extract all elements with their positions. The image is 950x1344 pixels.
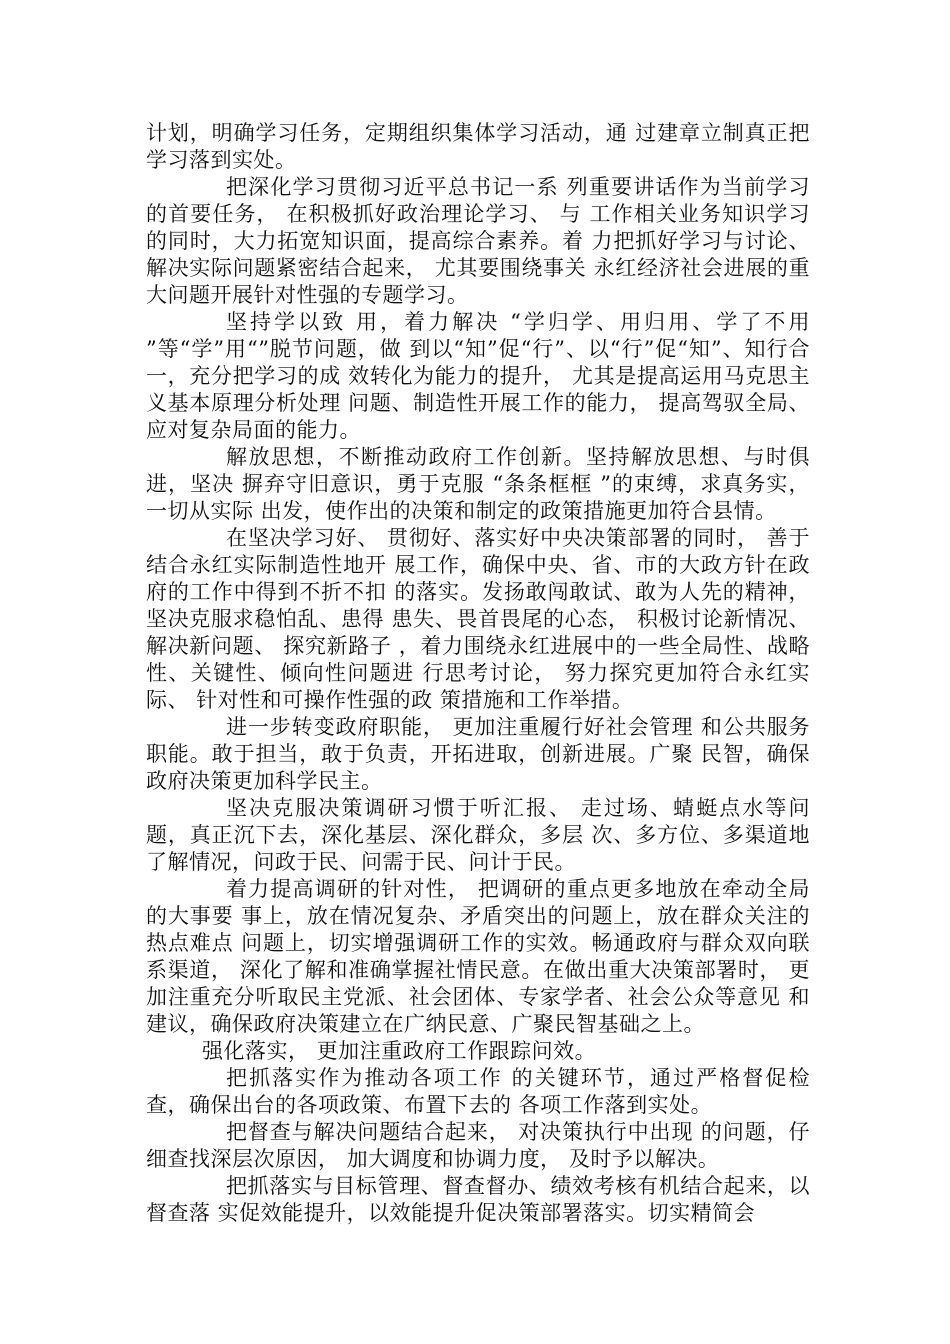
paragraph-target-management: 把抓落实与目标管理、督查督办、绩效考核有机结合起来，以督查落 实促效能提升，以效能提升促决策部署落实。切实精简会 <box>146 1174 810 1225</box>
paragraph-key-link: 把抓落实作为推动各项工作 的关键环节，通过严格督促检查，确保出台的各项政策、布置下去的 各项工作落到实处。 <box>146 1066 810 1117</box>
paragraph-supervision: 把督查与解决问题结合起来， 对决策执行中出现 的问题，仔细查找深层次原因， 加大调度和协调力度， 及时予以解决。 <box>146 1120 810 1171</box>
document-body <box>146 120 810 1227</box>
paragraph-continuation: 计划，明确学习任务，定期组织集体学习活动，通 过建章立制真正把学习落到实处。 <box>146 121 810 172</box>
paragraph-emancipate-mind: 解放思想，不断推动政府工作创新。坚持解放思想、与时俱进，坚决 摒弃守旧意识，勇于克服 “条条框框 ”的束缚，求真务实，一切从实际 出发，使作出的决策和制定的政策措施更加符合县情。 <box>146 445 810 523</box>
paragraph-transform-functions: 进一步转变政府职能， 更加注重履行好社会管理 和公共服务职能。敢于担当，敢于负责，开拓进取，创新进展。广聚 民智，确保政府决策更加科学民主。 <box>146 715 810 793</box>
paragraph-study-priority: 把深化学习贯彻习近平总书记一系 列重要讲话作为当前学习的首要任务， 在积极抓好政治理论学习、 与 工作相关业务知识学习的同时，大力拓宽知识面，提高综合素养。着 力把抓好学习与讨论、 解决实际问题紧密结合起来， 尤其要围绕事关 永红经济社会进展的重大问题开展针对性强的专题学习。 <box>146 175 810 307</box>
paragraph-research-style: 坚决克服决策调研习惯于听汇报、 走过场、蜻蜓点水等问题，真正沉下去，深化基层、深化群众，多层 次、多方位、多渠道地了解情况，问政于民、问需于民、问计于民。 <box>146 796 810 874</box>
paragraph-strengthen-implementation: 强化落实， 更加注重政府工作跟踪问效。 <box>202 1039 597 1063</box>
paragraph-research-focus: 着力提高调研的针对性， 把调研的重点更多地放在牵动全局的大事要 事上，放在情况复杂、矛盾突出的问题上，放在群众关注的热点难点 问题上，切实增强调研工作的实效。畅通政府与群众双向联系渠道， 深化了解和准确掌握社情民意。在做出重大决策部署时， 更加注重充分听取民主党派、社会团体、专家学者、社会公众等意见 和建议，确保政府决策建立在广纳民意、广聚民智基础之上。 <box>146 877 810 1036</box>
paragraph-implement-decisions: 在坚决学习好、 贯彻好、落实好中央决策部署的同时， 善于结合永红实际制造性地开 展工作，确保中央、省、市的大政方针在政府的工作中得到不折不扣 的落实。发扬敢闯敢试、敢为人先的精神，坚决克服求稳怕乱、患得 患失、畏首畏尾的心态， 积极讨论新情况、 解决新问题、 探究新路子 ，着力围绕永红进展中的一些全局性、战略性、关键性、倾向性问题进 行思考讨论， 努力探究更加符合永红实际、 针对性和可操作性强的政 策措施和工作举措。 <box>146 526 810 712</box>
paragraph-apply-learning: 坚持学以致 用，着力解决 “学归学、用归用、学了不用 ”等“学”用“”脱节问题，做 到以“知”促“行”、以“行”促“知”、知行合一，充分把学习的成 效转化为能力的提升， 尤其是提高运用马克思主义基本原理分析处理 问题、制造性开展工作的能力， 提高驾驭全局、 应对复杂局面的能力。 <box>146 310 810 442</box>
